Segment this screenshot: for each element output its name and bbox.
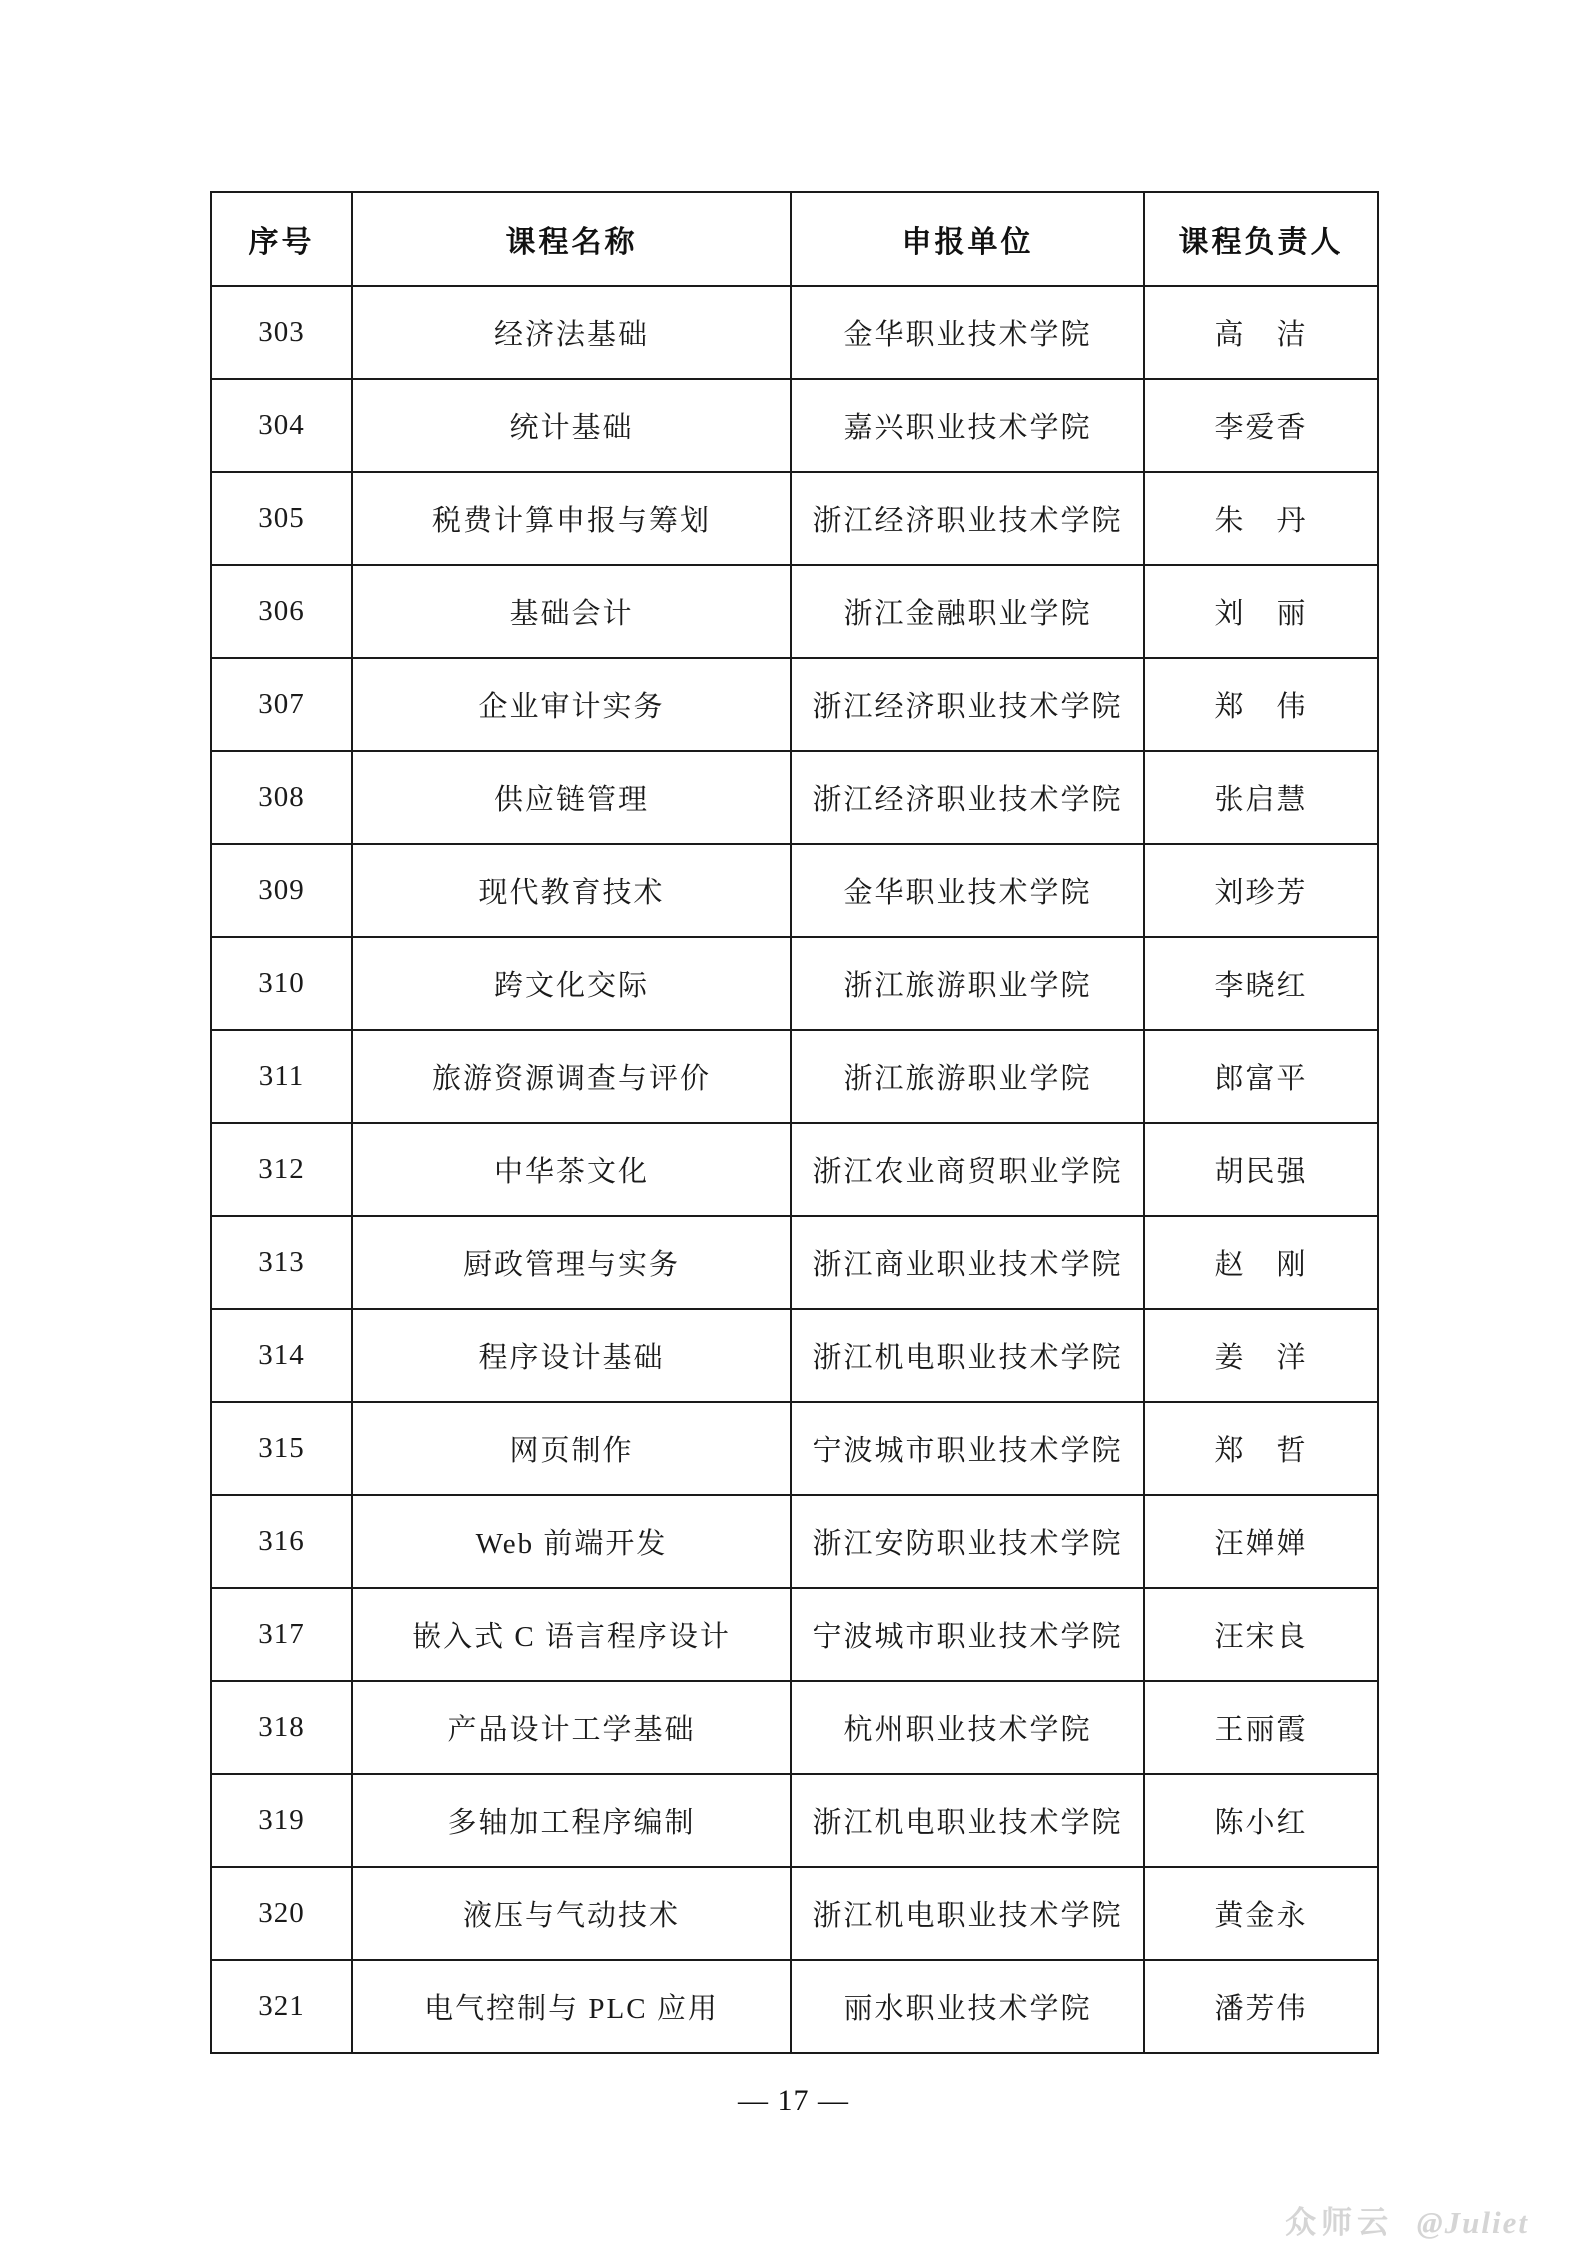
person-name: 姜 洋 (1144, 1309, 1378, 1402)
course-name: 企业审计实务 (352, 658, 791, 751)
row-index: 306 (211, 565, 352, 658)
course-name: 供应链管理 (352, 751, 791, 844)
unit-name: 浙江经济职业技术学院 (791, 472, 1144, 565)
unit-name: 宁波城市职业技术学院 (791, 1588, 1144, 1681)
header-course: 课程名称 (352, 192, 791, 286)
unit-name: 金华职业技术学院 (791, 286, 1144, 379)
person-name: 王丽霞 (1144, 1681, 1378, 1774)
watermark-brand: 众师云 (1285, 2205, 1394, 2240)
person-name: 郑 哲 (1144, 1402, 1378, 1495)
person-name: 张启慧 (1144, 751, 1378, 844)
course-name: 经济法基础 (352, 286, 791, 379)
row-index: 317 (211, 1588, 352, 1681)
course-name: 税费计算申报与筹划 (352, 472, 791, 565)
person-name: 汪宋良 (1144, 1588, 1378, 1681)
person-name: 赵 刚 (1144, 1216, 1378, 1309)
person-name: 刘珍芳 (1144, 844, 1378, 937)
table-row (211, 1774, 1378, 1867)
table-row (211, 1495, 1378, 1588)
table-header-row (211, 192, 1378, 286)
header-no: 序号 (211, 192, 352, 286)
unit-name: 浙江旅游职业学院 (791, 1030, 1144, 1123)
unit-name: 浙江经济职业技术学院 (791, 658, 1144, 751)
row-index: 303 (211, 286, 352, 379)
person-name: 郑 伟 (1144, 658, 1378, 751)
unit-name: 浙江机电职业技术学院 (791, 1867, 1144, 1960)
table-row (211, 1309, 1378, 1402)
person-name: 刘 丽 (1144, 565, 1378, 658)
table-row (211, 937, 1378, 1030)
person-name: 潘芳伟 (1144, 1960, 1378, 2053)
course-name: 厨政管理与实务 (352, 1216, 791, 1309)
person-name: 胡民强 (1144, 1123, 1378, 1216)
table-row (211, 565, 1378, 658)
table-row (211, 658, 1378, 751)
table-row (211, 1867, 1378, 1960)
unit-name: 浙江农业商贸职业学院 (791, 1123, 1144, 1216)
unit-name: 浙江商业职业技术学院 (791, 1216, 1144, 1309)
course-name: 液压与气动技术 (352, 1867, 791, 1960)
course-name: 现代教育技术 (352, 844, 791, 937)
header-unit: 申报单位 (791, 192, 1144, 286)
person-name: 李晓红 (1144, 937, 1378, 1030)
table-header (211, 192, 1378, 286)
table-row (211, 1681, 1378, 1774)
watermark (1285, 2197, 1529, 2242)
row-index: 314 (211, 1309, 352, 1402)
course-table (210, 191, 1379, 2054)
row-index: 312 (211, 1123, 352, 1216)
unit-name: 浙江金融职业学院 (791, 565, 1144, 658)
person-name: 陈小红 (1144, 1774, 1378, 1867)
row-index: 310 (211, 937, 352, 1030)
unit-name: 宁波城市职业技术学院 (791, 1402, 1144, 1495)
person-name: 郎富平 (1144, 1030, 1378, 1123)
course-name: 旅游资源调查与评价 (352, 1030, 791, 1123)
table-row (211, 844, 1378, 937)
person-name: 黄金永 (1144, 1867, 1378, 1960)
row-index: 307 (211, 658, 352, 751)
person-name: 高 洁 (1144, 286, 1378, 379)
unit-name: 浙江机电职业技术学院 (791, 1309, 1144, 1402)
unit-name: 浙江旅游职业学院 (791, 937, 1144, 1030)
course-name: 嵌入式 C 语言程序设计 (352, 1588, 791, 1681)
table-row (211, 286, 1378, 379)
watermark-handle: @Juliet (1416, 2205, 1529, 2240)
row-index: 320 (211, 1867, 352, 1960)
row-index: 316 (211, 1495, 352, 1588)
course-name: 网页制作 (352, 1402, 791, 1495)
table-row (211, 379, 1378, 472)
row-index: 318 (211, 1681, 352, 1774)
unit-name: 浙江机电职业技术学院 (791, 1774, 1144, 1867)
course-name: 多轴加工程序编制 (352, 1774, 791, 1867)
row-index: 304 (211, 379, 352, 472)
table-row (211, 1960, 1378, 2053)
row-index: 313 (211, 1216, 352, 1309)
row-index: 311 (211, 1030, 352, 1123)
row-index: 308 (211, 751, 352, 844)
table-row (211, 1402, 1378, 1495)
table-row (211, 472, 1378, 565)
table-row (211, 1216, 1378, 1309)
course-name: 电气控制与 PLC 应用 (352, 1960, 791, 2053)
unit-name: 浙江安防职业技术学院 (791, 1495, 1144, 1588)
row-index: 309 (211, 844, 352, 937)
course-name: 统计基础 (352, 379, 791, 472)
course-name: 程序设计基础 (352, 1309, 791, 1402)
row-index: 319 (211, 1774, 352, 1867)
unit-name: 浙江经济职业技术学院 (791, 751, 1144, 844)
course-name: 中华茶文化 (352, 1123, 791, 1216)
unit-name: 杭州职业技术学院 (791, 1681, 1144, 1774)
row-index: 315 (211, 1402, 352, 1495)
course-name: 产品设计工学基础 (352, 1681, 791, 1774)
unit-name: 嘉兴职业技术学院 (791, 379, 1144, 472)
unit-name: 丽水职业技术学院 (791, 1960, 1144, 2053)
header-person: 课程负责人 (1144, 192, 1378, 286)
course-name: 跨文化交际 (352, 937, 791, 1030)
course-name: 基础会计 (352, 565, 791, 658)
page-number: — 17 — (738, 2084, 849, 2117)
table-row (211, 1588, 1378, 1681)
row-index: 305 (211, 472, 352, 565)
person-name: 汪婵婵 (1144, 1495, 1378, 1588)
person-name: 朱 丹 (1144, 472, 1378, 565)
unit-name: 金华职业技术学院 (791, 844, 1144, 937)
person-name: 李爱香 (1144, 379, 1378, 472)
table-row (211, 1030, 1378, 1123)
table-row (211, 751, 1378, 844)
table-row (211, 1123, 1378, 1216)
course-name: Web 前端开发 (352, 1495, 791, 1588)
row-index: 321 (211, 1960, 352, 2053)
